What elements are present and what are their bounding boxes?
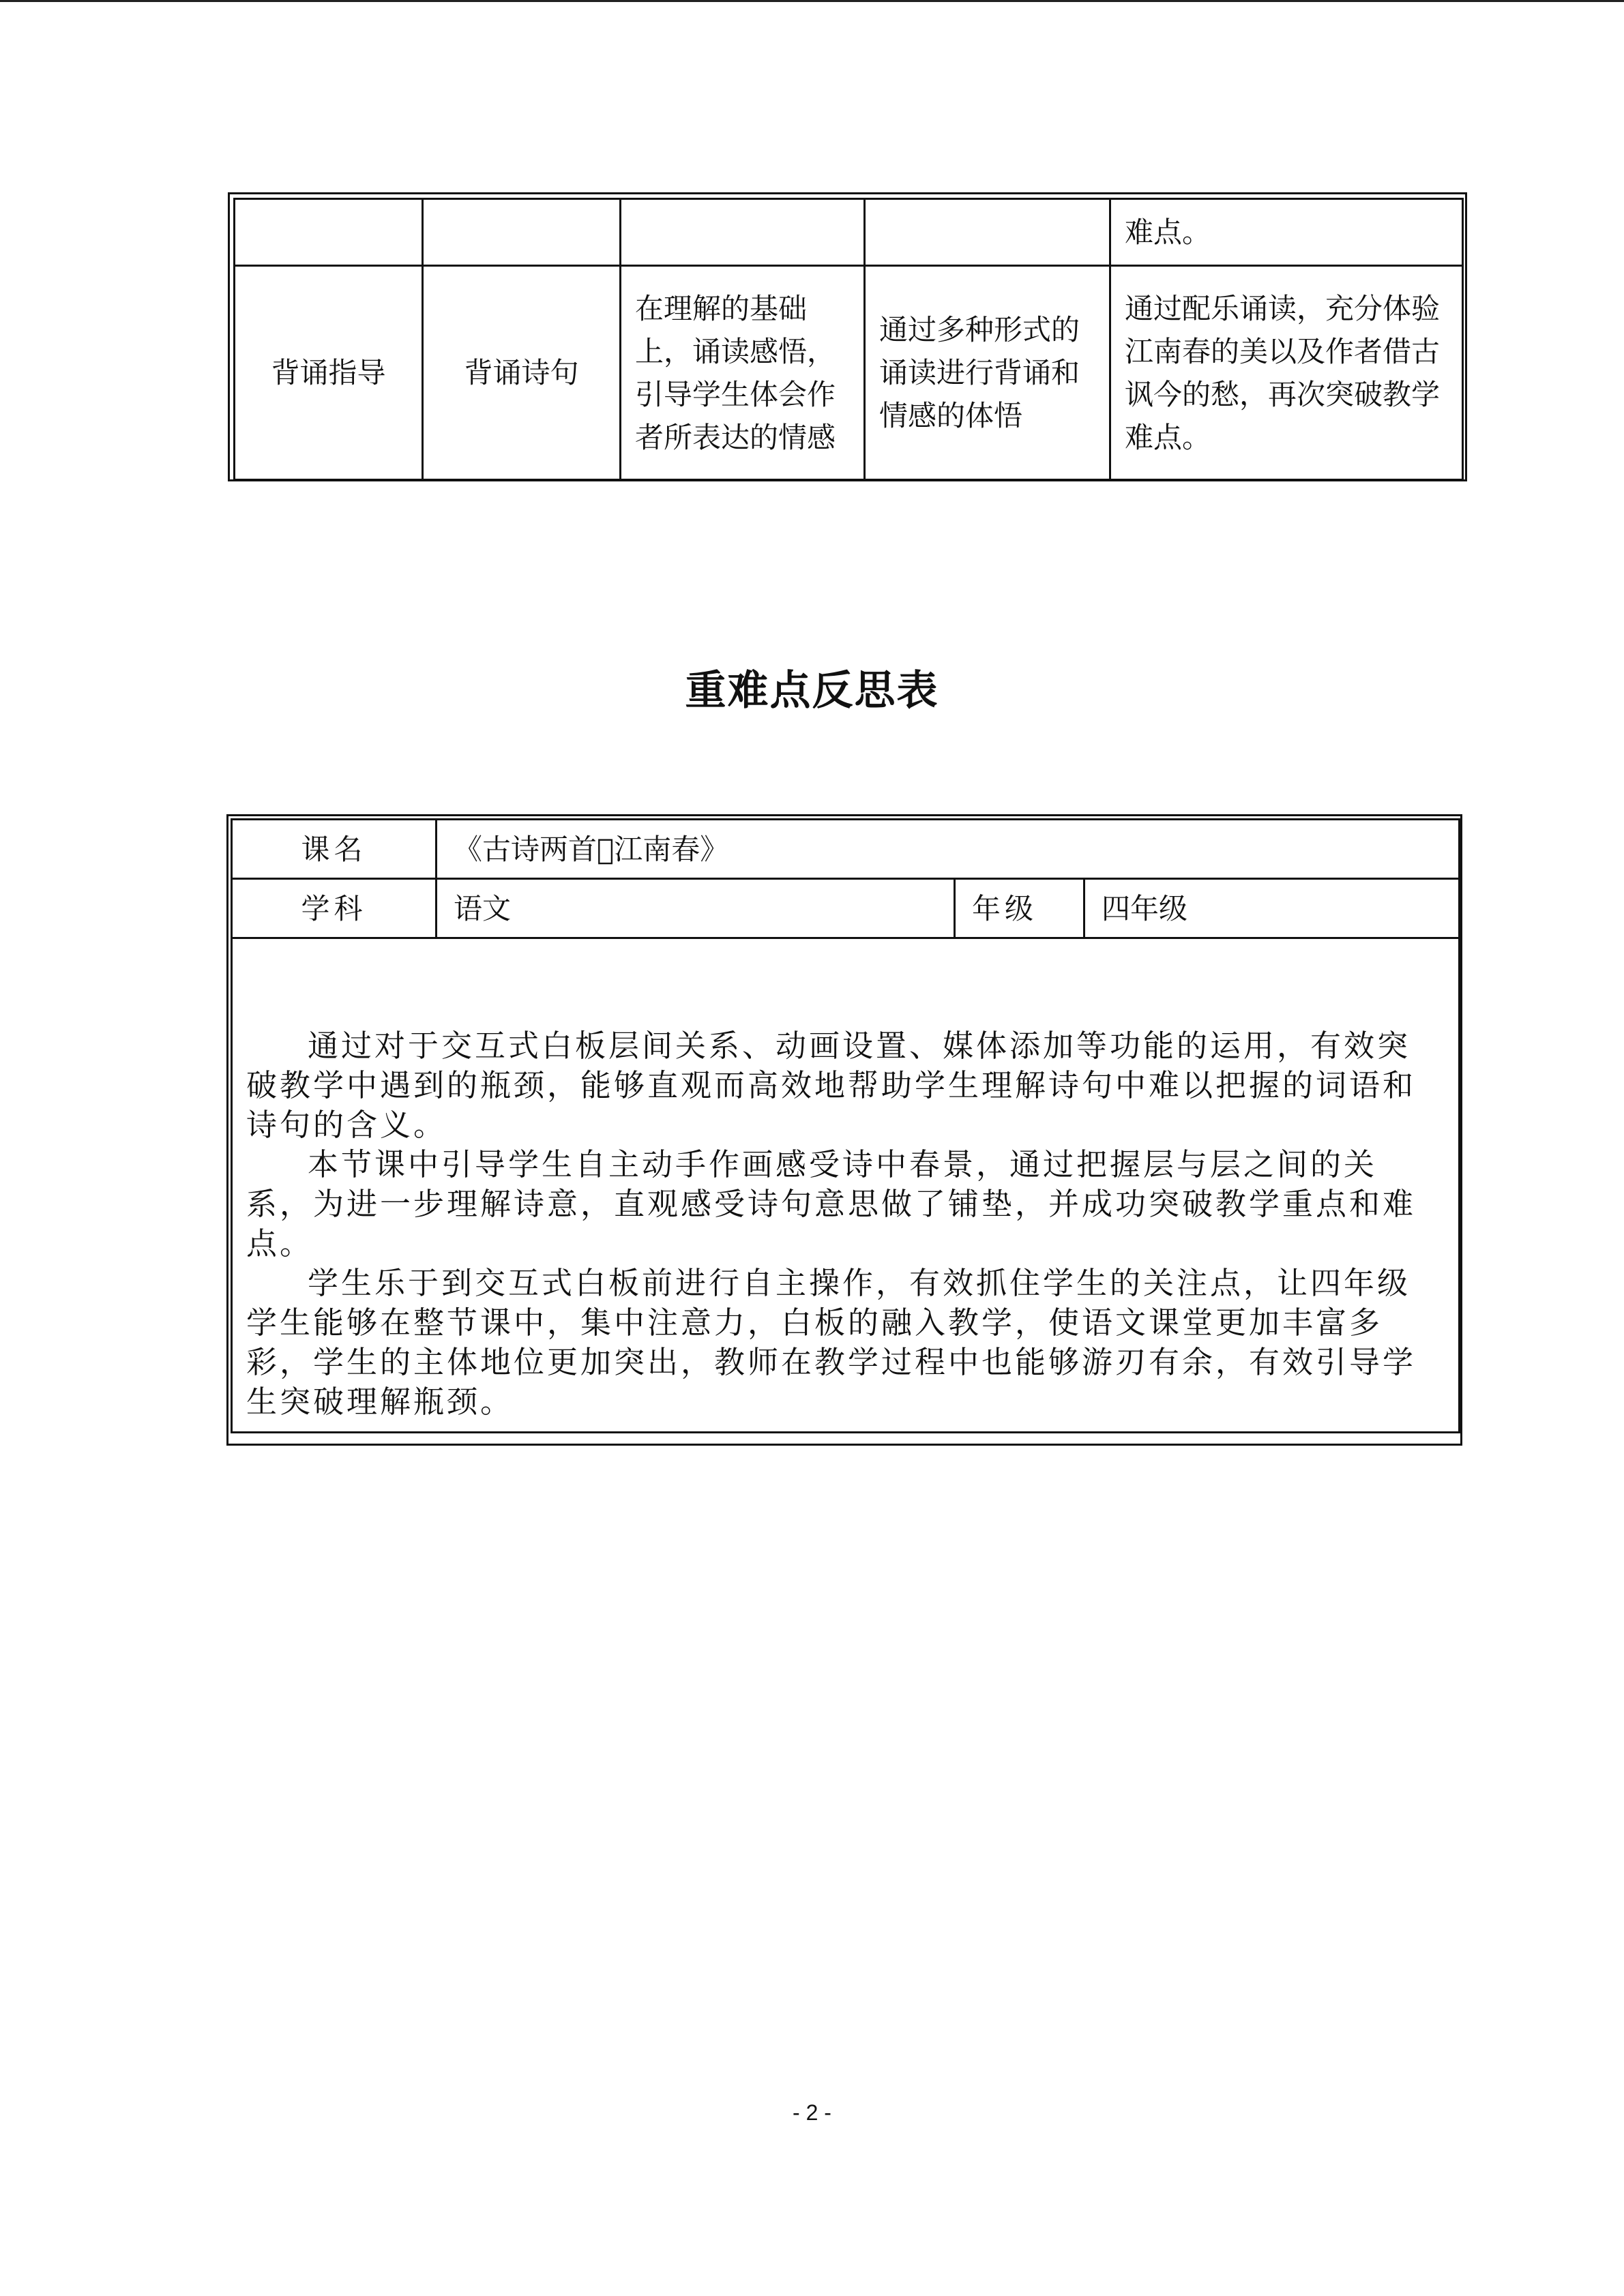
grade-value: 四年级 <box>1084 879 1460 938</box>
grade-label: 年级 <box>955 879 1084 938</box>
plan-cell-method: 通过多种形式的诵读进行背诵和情感的体悟 <box>865 266 1110 480</box>
reflection-body-row <box>232 938 1460 1433</box>
subject-row <box>232 879 1460 938</box>
plan-cell-stage: 背诵指导 <box>235 266 423 480</box>
reflection-table <box>231 818 1460 1433</box>
plan-cell <box>423 199 621 266</box>
subject-label: 学科 <box>232 879 437 938</box>
plan-cell-effect: 通过配乐诵读，充分体验江南春的美以及作者借古讽今的愁，再次突破教学难点。 <box>1110 266 1463 480</box>
course-row <box>232 820 1460 879</box>
plan-cell <box>235 199 423 266</box>
reflection-paragraph: 通过对于交互式白板层间关系、动画设置、媒体添加等功能的运用，有效突破教学中遇到的瓶颈，能够直观而高效地帮助学生理解诗句中难以把握的词语和诗句的含义。 <box>246 1028 1417 1143</box>
course-label: 课名 <box>232 820 437 879</box>
plan-table <box>233 198 1464 481</box>
plan-table-row <box>235 266 1463 480</box>
top-border-line <box>0 0 1624 2</box>
plan-table-row <box>235 199 1463 266</box>
plan-cell: 难点。 <box>1110 199 1463 266</box>
plan-cell <box>621 199 865 266</box>
subject-value: 语文 <box>437 879 955 938</box>
reflection-text <box>246 1026 1431 1422</box>
plan-cell-content: 背诵诗句 <box>423 266 621 480</box>
course-value: 《古诗两首 江南春》 <box>437 820 1460 879</box>
page-number: - 2 - <box>793 2100 831 2125</box>
plan-cell <box>865 199 1110 266</box>
section-title: 重难点反思表 <box>685 667 939 715</box>
reflection-paragraph: 本节课中引导学生自主动手作画感受诗中春景，通过把握层与层之间的关系，为进一步理解诗意，直观感受诗句意思做了铺垫，并成功突破教学重点和难点。 <box>246 1146 1417 1262</box>
reflection-body <box>232 938 1460 1433</box>
plan-cell-goal: 在理解的基础上，诵读感悟，引导学生体会作者所表达的情感 <box>621 266 865 480</box>
reflection-paragraph: 学生乐于到交互式白板前进行自主操作，有效抓住学生的关注点，让四年级学生能够在整节课中，集中注意力，白板的融入教学，使语文课堂更加丰富多彩，学生的主体地位更加突出，教师在教学过程中也能够游刃有余，有效引导学生突破理解瓶颈。 <box>246 1265 1417 1420</box>
